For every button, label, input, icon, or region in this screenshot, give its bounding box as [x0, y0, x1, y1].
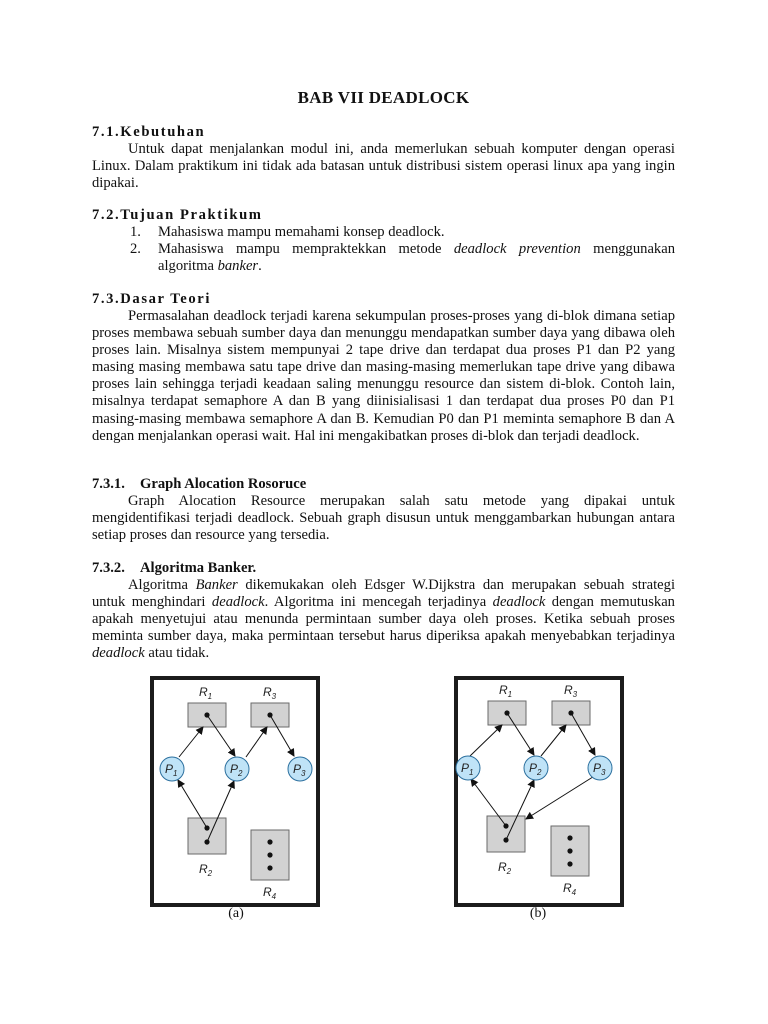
resource-instance: [267, 839, 272, 844]
section-heading: 7.1.Kebutuhan: [92, 124, 206, 140]
section-heading: 7.2.Tujuan Praktikum: [92, 207, 263, 223]
list-item: 2. Mahasiswa mampu mempraktekkan metode deadlock prevention menggunakan algoritma banker.: [130, 241, 675, 275]
resource-r2: [188, 818, 226, 854]
resource-instance: [567, 835, 572, 840]
section-7-2: [92, 207, 675, 275]
label-r2: $R_2$: [498, 860, 512, 876]
label-r2: $R_2$: [199, 862, 213, 878]
label-r1: $R_1$: [199, 685, 213, 701]
label-r3: $R_3$: [564, 683, 578, 699]
caption-a: (a): [228, 906, 244, 921]
resource-r2: [487, 816, 525, 852]
section-text: Untuk dapat menjalankan modul ini, anda memerlukan sebuah komputer dengan operasi Linux. Dalam praktikum ini tidak ada batasan untuk distribusi sistem operasi linux apa yang ingin dipakai.: [92, 141, 675, 192]
chapter-title: BAB VII DEADLOCK: [297, 88, 470, 107]
figure-a: [150, 676, 320, 907]
label-r1: $R_1$: [499, 683, 513, 699]
label-p1: $P_1$: [461, 761, 474, 777]
section-text: Algoritma Banker dikemukakan oleh Edsger W.Dijkstra dan merupakan sebuah strategi untuk menghindari deadlock. Algoritma ini mencegah terjadinya deadlock dengan memutuskan apakah menyetujui atau menunda permintaan sumber daya oleh proses. Ketika sebuah proses meminta sumber daya, maka permintaan tersebut harus diperiksa apakah menyebabkan terjadinya deadlock atau tidak.: [92, 577, 675, 662]
resource-instance: [567, 848, 572, 853]
resource-instance: [567, 861, 572, 866]
figure-background: [154, 680, 316, 903]
resource-instance: [267, 865, 272, 870]
section-7-3-1: [92, 476, 675, 544]
section-text: Permasalahan deadlock terjadi karena sekumpulan proses-proses yang di-blok dimana setiap proses membawa sebuah sumber daya dan menunggu mendapatkan sumber daya yang dibawa oleh proses lain. Misalnya sistem mempunyai 2 tape drive dan terdapat dua proses P1 dan P2 yang masing masing membawa satu tape drive dan masing-masing memerlukan tape drive yang dibawa proses lain sehingga terjadi keadaan saling menunggu resource dan sistem di-blok. Contoh lain, misalnya terdapat semaphore A dan B yang diinisialisasi 1 dan terdapat dua proses P0 dan P1 masing-masing membawa semaphore A dan B. Kemudian P0 dan P1 meminta semaphore B dan A dengan menjalankan operasi wait. Hal ini mengakibatkan proses di-blok dan terjadi deadlock.: [92, 308, 675, 444]
section-7-1: [92, 124, 675, 192]
section-7-3-2: [92, 560, 675, 662]
resource-allocation-graph-a: [150, 676, 320, 907]
resource-allocation-graph-b: [454, 676, 624, 907]
label-r4: $R_4$: [263, 885, 277, 901]
label-p3: $P_3$: [593, 761, 606, 777]
label-p1: $P_1$: [165, 762, 178, 778]
resource-instance: [267, 852, 272, 857]
objective-list: [92, 224, 675, 275]
caption-b: (b): [529, 906, 547, 921]
label-p3: $P_3$: [293, 762, 306, 778]
label-r4: $R_4$: [563, 881, 577, 897]
subsection-heading: 7.3.2. Algoritma Banker.: [92, 560, 257, 576]
section-text: Graph Alocation Resource merupakan salah satu metode yang dipakai untuk mengidentifikasi terjadi deadlock. Sebuah graph disusun untuk menggambarkan hubungan antara setiap proses dan resource yang tersedia.: [92, 493, 675, 544]
label-r3: $R_3$: [263, 685, 277, 701]
subsection-heading: 7.3.1. Graph Alocation Rosoruce: [92, 476, 307, 492]
figure-b: [454, 676, 624, 907]
figure-background: [458, 680, 620, 903]
label-p2: $P_2$: [230, 762, 243, 778]
section-7-3: [92, 291, 675, 445]
section-heading: 7.3.Dasar Teori: [92, 291, 212, 307]
label-p2: $P_2$: [529, 761, 542, 777]
list-item: 1. Mahasiswa mampu memahami konsep deadlock.: [130, 224, 445, 240]
